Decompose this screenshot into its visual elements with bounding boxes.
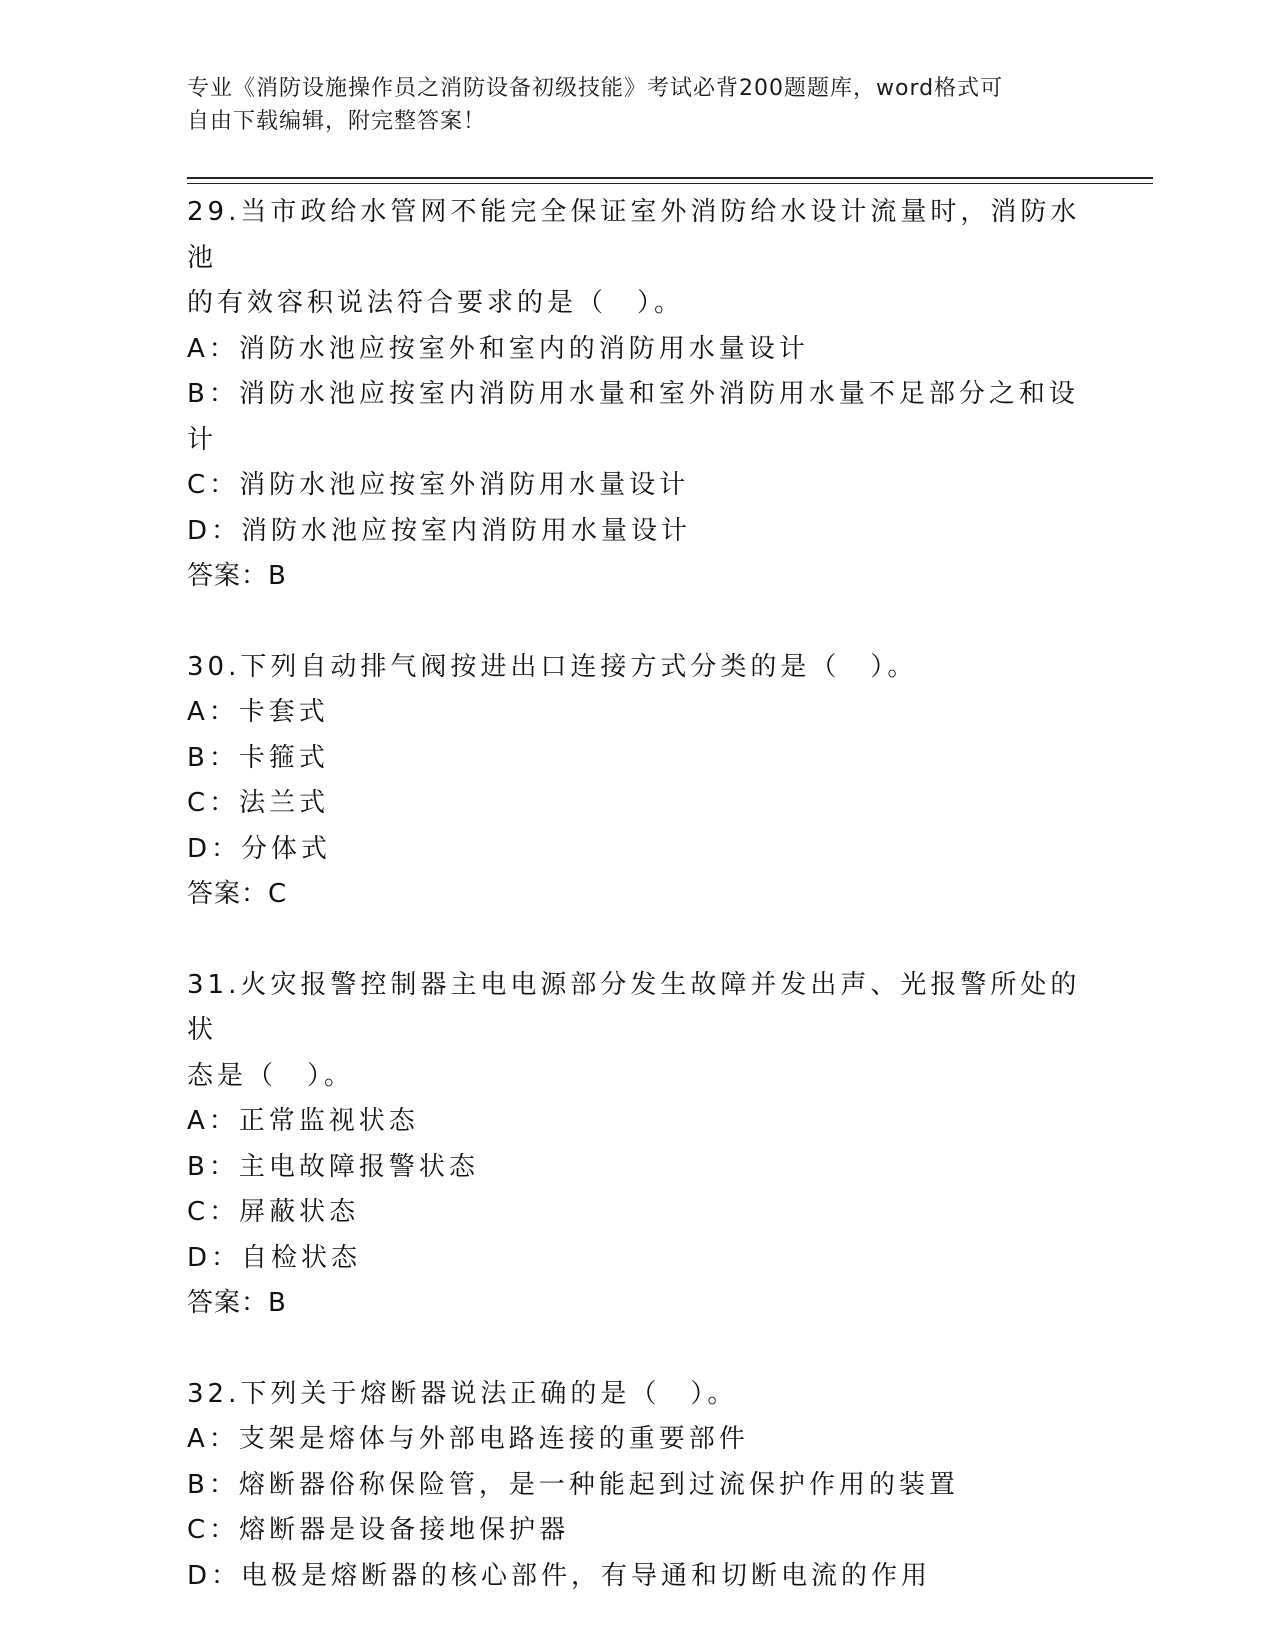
question-list bbox=[187, 190, 1087, 1599]
option-c: C：消防水池应按室外消防用水量设计 bbox=[187, 470, 690, 500]
header-divider-thin bbox=[187, 183, 1153, 184]
option-d: D：电极是熔断器的核心部件，有导通和切断电流的作用 bbox=[187, 1560, 932, 1591]
option-a: A：消防水池应按室外和室内的消防用水量设计 bbox=[187, 333, 809, 364]
header-divider-thick bbox=[187, 177, 1153, 179]
question-30 bbox=[187, 645, 1087, 918]
option-b: B：主电故障报警状态 bbox=[187, 1151, 479, 1182]
header-title-line-1: 专业《消防设施操作员之消防设备初级技能》考试必背200题题库，word格式可 bbox=[187, 76, 1004, 101]
option-d: D：分体式 bbox=[187, 833, 332, 864]
option-c: C：法兰式 bbox=[187, 788, 330, 818]
question-32 bbox=[187, 1372, 1087, 1600]
answer: 答案：B bbox=[187, 561, 287, 591]
option-d: D：消防水池应按室内消防用水量设计 bbox=[187, 515, 692, 546]
question-stem: 29.当市政给水管网不能完全保证室外消防给水设计流量时，消防水池 bbox=[187, 197, 1081, 273]
document-header bbox=[187, 72, 1067, 138]
question-stem: 32.下列关于熔断器说法正确的是（ ）。 bbox=[187, 1378, 738, 1409]
question-stem-continued: 的有效容积说法符合要求的是（ ）。 bbox=[187, 288, 685, 318]
option-b: B：消防水池应按室内消防用水量和室外消防用水量不足部分之和设计 bbox=[187, 379, 1079, 455]
header-title-line-2: 自由下载编辑，附完整答案！ bbox=[187, 109, 487, 134]
answer: 答案：C bbox=[187, 879, 288, 909]
question-stem: 31.火灾报警控制器主电电源部分发生故障并发出声、光报警所处的状 bbox=[187, 969, 1081, 1045]
option-b: B：熔断器俗称保险管，是一种能起到过流保护作用的装置 bbox=[187, 1469, 959, 1500]
option-b: B：卡箍式 bbox=[187, 742, 329, 773]
question-31 bbox=[187, 963, 1087, 1327]
option-a: A：卡套式 bbox=[187, 697, 329, 727]
option-a: A：支架是熔体与外部电路连接的重要部件 bbox=[187, 1424, 749, 1454]
option-c: C：熔断器是设备接地保护器 bbox=[187, 1515, 570, 1545]
option-a: A：正常监视状态 bbox=[187, 1106, 419, 1136]
question-stem: 30.下列自动排气阀按进出口连接方式分类的是（ ）。 bbox=[187, 651, 918, 682]
answer: 答案：B bbox=[187, 1288, 287, 1318]
option-d: D：自检状态 bbox=[187, 1242, 362, 1273]
option-c: C：屏蔽状态 bbox=[187, 1197, 360, 1227]
question-stem-continued: 态是（ ）。 bbox=[187, 1060, 355, 1091]
question-29 bbox=[187, 190, 1087, 600]
